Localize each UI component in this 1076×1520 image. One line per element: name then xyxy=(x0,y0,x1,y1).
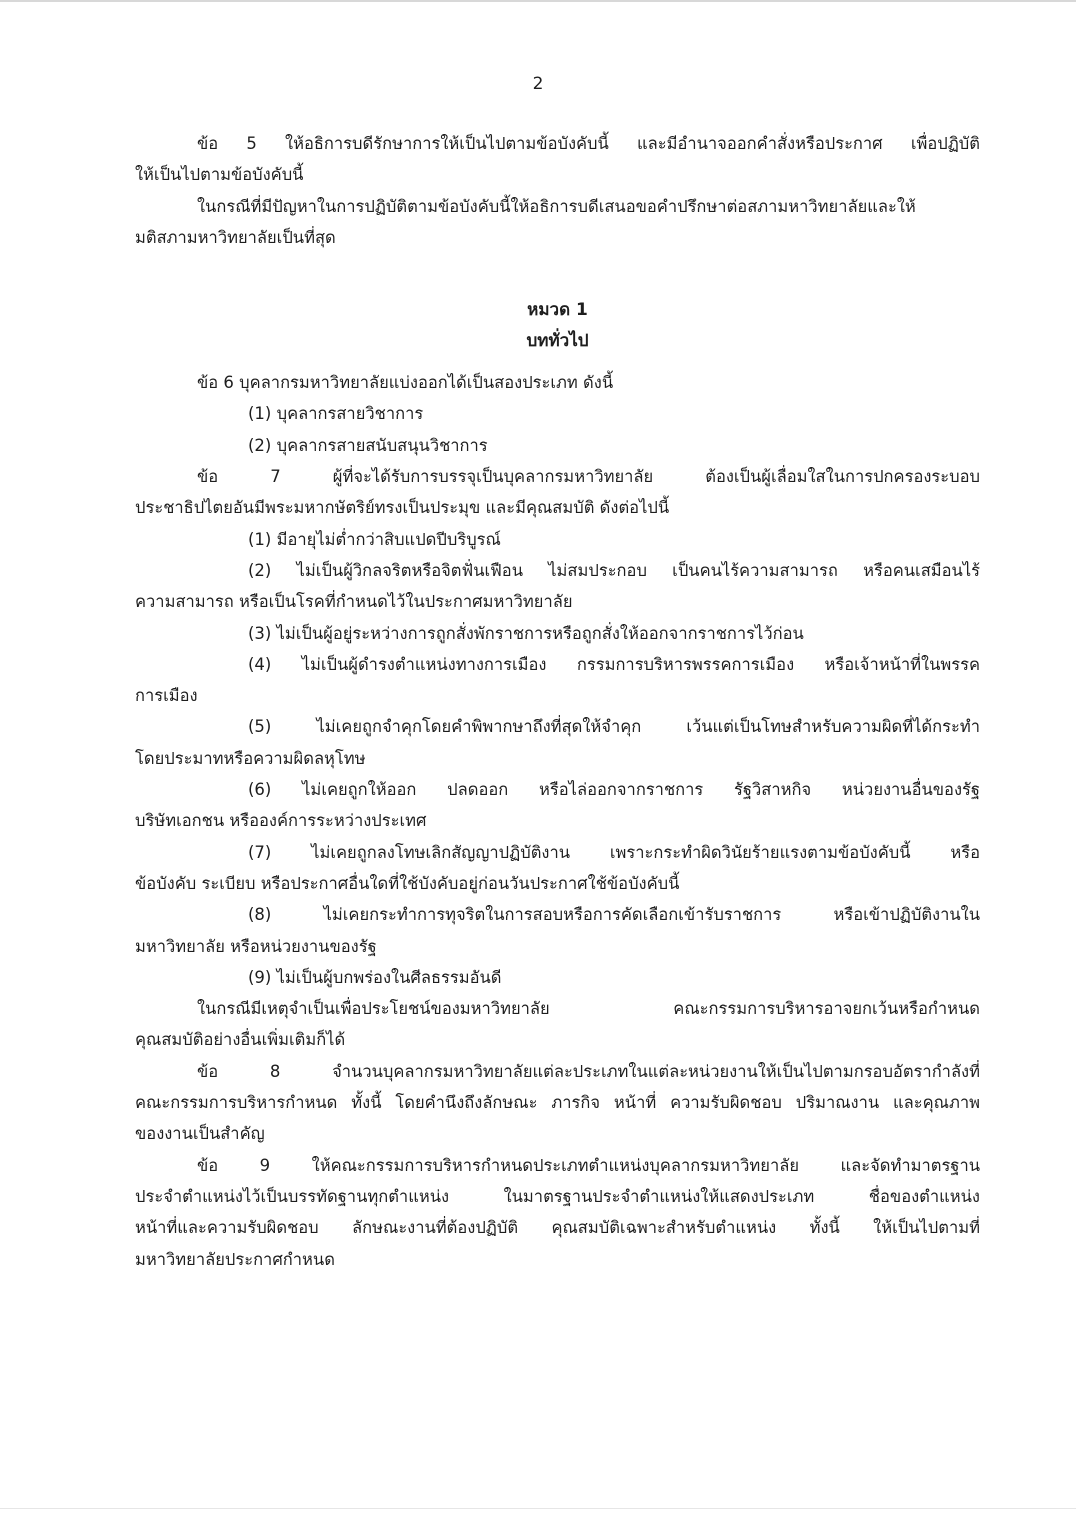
clause-7-item-2-line-1: (2) ไม่เป็นผู้วิกลจริตหรือจิตฟั่นเฟือน ไม่สมประกอบ เป็นคนไร้ความสามารถ หรือคนเสมือนไร้ xyxy=(248,560,980,580)
clause-9-line-2: ประจำตำแหน่งไว้เป็นบรรทัดฐานทุกตำแหน่ง ในมาตรฐานประจำตำแหน่งให้แสดงประเภท ชื่อของตำแหน่ง xyxy=(135,1186,980,1206)
clause-7-item-3: (3) ไม่เป็นผู้อยู่ระหว่างการถูกสั่งพักราชการหรือถูกสั่งให้ออกจากราชการไว้ก่อน xyxy=(248,623,804,643)
clause-7-note-line-2: คุณสมบัติอย่างอื่นเพิ่มเติมก็ได้ xyxy=(135,1030,346,1050)
clause-6-item-1: (1) บุคลากรสายวิชาการ xyxy=(248,404,424,424)
clause-7-item-2-line-2: ความสามารถ หรือเป็นโรคที่กำหนดไว้ในประกาศมหาวิทยาลัย xyxy=(135,592,573,612)
clause-9-line-1: ข้อ 9 ให้คณะกรรมการบริหารกำหนดประเภทตำแหน่งบุคลากรมหาวิทยาลัย และจัดทำมาตรฐาน xyxy=(197,1155,980,1175)
clause-5-note-line-2: มติสภามหาวิทยาลัยเป็นที่สุด xyxy=(135,227,336,247)
clause-6-item-2: (2) บุคลากรสายสนับสนุนวิชาการ xyxy=(248,435,488,455)
clause-7-note-line-1: ในกรณีมีเหตุจำเป็นเพื่อประโยชน์ของมหาวิทยาลัย คณะกรรมการบริหารอาจยกเว้นหรือกำหนด xyxy=(197,999,980,1019)
clause-7-item-1: (1) มีอายุไม่ต่ำกว่าสิบแปดปีบริบูรณ์ xyxy=(248,529,501,549)
clause-7-item-9: (9) ไม่เป็นผู้บกพร่องในศีลธรรมอันดี xyxy=(248,967,502,987)
page-number: 2 xyxy=(532,74,544,94)
page-bottom-edge xyxy=(0,1508,1076,1509)
spacer xyxy=(135,357,980,367)
clause-7-item-4-line-1: (4) ไม่เป็นผู้ดำรงตำแหน่งทางการเมือง กรรมการบริหารพรรคการเมือง หรือเจ้าหน้าที่ในพรรค xyxy=(248,654,980,674)
clause-8-line-3: ของงานเป็นสำคัญ xyxy=(135,1124,265,1144)
document-body xyxy=(135,128,980,1275)
clause-9-line-4: มหาวิทยาลัยประกาศกำหนด xyxy=(135,1249,335,1269)
chapter-number: หมวด 1 xyxy=(527,300,588,321)
chapter-title: บททั่วไป xyxy=(526,331,589,352)
clause-7-item-5-line-1: (5) ไม่เคยถูกจำคุกโดยคำพิพากษาถึงที่สุดให้จำคุก เว้นแต่เป็นโทษสำหรับความผิดที่ได้กระทำ xyxy=(248,717,980,737)
clause-7-item-6-line-1: (6) ไม่เคยถูกให้ออก ปลดออก หรือไล่ออกจากราชการ รัฐวิสาหกิจ หน่วยงานอื่นของรัฐ xyxy=(248,780,980,800)
clause-7-item-4-line-2: การเมือง xyxy=(135,686,198,706)
clause-7-item-8-line-2: มหาวิทยาลัย หรือหน่วยงานของรัฐ xyxy=(135,936,377,956)
clause-8-line-1: ข้อ 8 จำนวนบุคลากรมหาวิทยาลัยแต่ละประเภทในแต่ละหน่วยงานให้เป็นไปตามกรอบอัตรากำลังที่ xyxy=(197,1061,980,1081)
clause-7-item-6-line-2: บริษัทเอกชน หรือองค์การระหว่างประเทศ xyxy=(135,811,427,831)
clause-7-line-2: ประชาธิปไตยอันมีพระมหากษัตริย์ทรงเป็นประมุข และมีคุณสมบัติ ดังต่อไปนี้ xyxy=(135,498,670,518)
clause-7-line-1: ข้อ 7 ผู้ที่จะได้รับการบรรจุเป็นบุคลากรมหาวิทยาลัย ต้องเป็นผู้เลื่อมใสในการปกครองระบอบ xyxy=(197,467,980,487)
clause-6: ข้อ 6 บุคลากรมหาวิทยาลัยแบ่งออกได้เป็นสองประเภท ดังนี้ xyxy=(197,373,614,393)
clause-7-item-7-line-2: ข้อบังคับ ระเบียบ หรือประกาศอื่นใดที่ใช้บังคับอยู่ก่อนวันประกาศใช้ข้อบังคับนี้ xyxy=(135,873,680,893)
clause-7-item-5-line-2: โดยประมาทหรือความผิดลหุโทษ xyxy=(135,748,366,768)
clause-5-line-1: ข้อ 5 ให้อธิการบดีรักษาการให้เป็นไปตามข้อบังคับนี้ และมีอำนาจออกคำสั่งหรือประกาศ เพื่อปฏิบัติ xyxy=(197,134,980,153)
clause-9-line-3: หน้าที่และความรับผิดชอบ ลักษณะงานที่ต้องปฏิบัติ คุณสมบัติเฉพาะสำหรับตำแหน่ง ทั้งนี้ ให้เป็นไปตามที่ xyxy=(135,1218,980,1238)
clause-5-note-line-1: ในกรณีที่มีปัญหาในการปฏิบัติตามข้อบังคับนี้ให้อธิการบดีเสนอขอคำปรึกษาต่อสภามหาวิทยาลัยและให้ xyxy=(197,196,916,216)
clause-8-line-2: คณะกรรมการบริหารกำหนด ทั้งนี้ โดยคำนึงถึงลักษณะ ภารกิจ หน้าที่ ความรับผิดชอบ ปริมาณงาน และคุณภาพ xyxy=(135,1093,980,1113)
clause-5-line-2: ให้เป็นไปตามข้อบังคับนี้ xyxy=(135,165,304,185)
clause-7-item-7-line-1: (7) ไม่เคยถูกลงโทษเลิกสัญญาปฏิบัติงาน เพราะกระทำผิดวินัยร้ายแรงตามข้อบังคับนี้ หรือ xyxy=(248,842,980,862)
page-top-edge xyxy=(0,0,1076,2)
spacer xyxy=(135,253,980,295)
clause-7-item-8-line-1: (8) ไม่เคยกระทำการทุจริตในการสอบหรือการคัดเลือกเข้ารับราชการ หรือเข้าปฏิบัติงานใน xyxy=(248,905,980,925)
